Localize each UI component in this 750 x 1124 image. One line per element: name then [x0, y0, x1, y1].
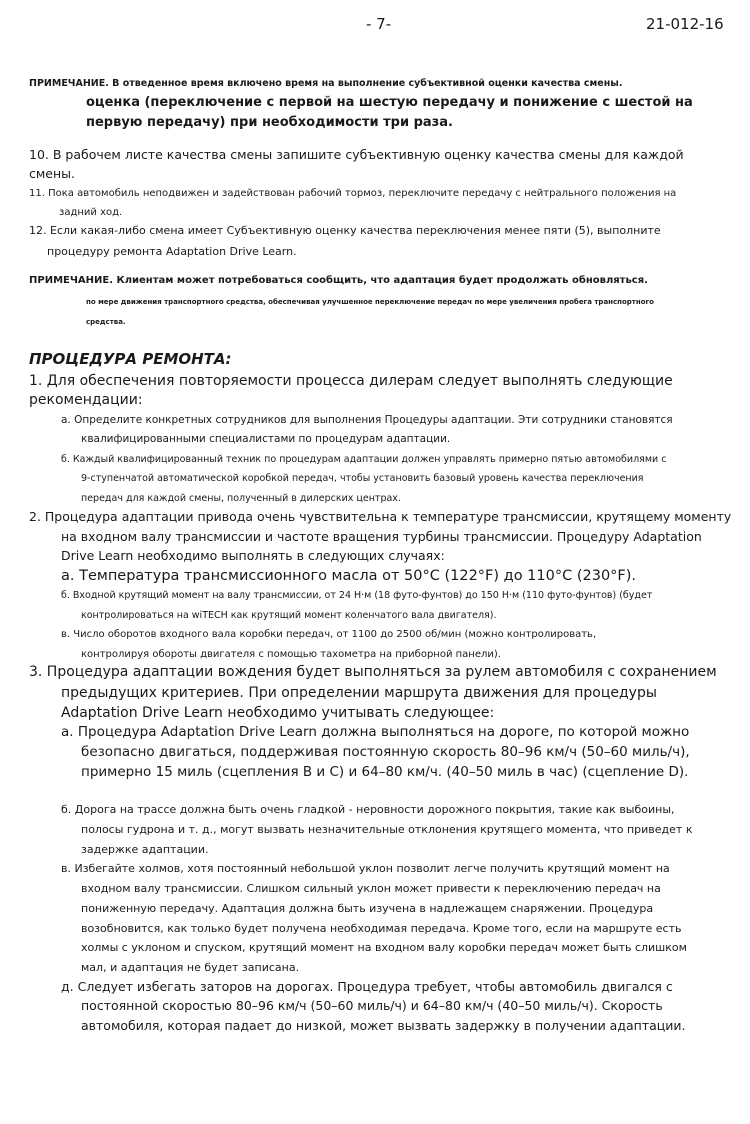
page-number: - 7- [366, 15, 392, 33]
note-heading: ПРИМЕЧАНИЕ. В отведенное время включено время на выполнение субъективной оценки качества смены. [29, 78, 623, 89]
item-3-line: 3. Процедура адаптации вождения будет выполняться за рулем автомобиля с сохранением [29, 664, 717, 680]
step-12-line: процедуру ремонта Adaptation Drive Learn. [47, 245, 297, 258]
item-3b-line: полосы гудрона и т. д., могут вызвать незначительные отклонения крутящего момента, что приведет к [81, 823, 693, 836]
note-heading: ПРИМЕЧАНИЕ. Клиентам может потребоваться сообщить, что адаптация будет продолжать обновляться. [29, 275, 648, 286]
step-10-line: 10. В рабочем листе качества смены запишите субъективную оценку качества смены для каждой [29, 147, 684, 162]
item-3c-line: в. Избегайте холмов, хотя постоянный небольшой уклон позволит легче получить крутящий момент на [61, 862, 670, 875]
item-3b-line: задержке адаптации. [81, 843, 209, 856]
step-11-line: 11. Пока автомобиль неподвижен и задействован рабочий тормоз, переключите передачу с нейтрального положения на [29, 188, 677, 199]
item-2a-line: а. Температура трансмиссионного масла от 50°C (122°F) до 110°C (230°F). [61, 568, 637, 584]
note-small-line: средства. [86, 318, 126, 326]
item-2-line: 2. Процедура адаптации привода очень чувствительна к температуре трансмиссии, крутящему моменту [29, 509, 732, 524]
item-3a-line: а. Процедура Adaptation Drive Learn должна выполняться на дороге, по которой можно [61, 724, 690, 740]
item-3c-line: мал, и адаптация не будет записана. [81, 961, 300, 974]
item-1a-line: квалифицированными специалистами по процедурам адаптации. [81, 433, 451, 445]
note-small-line: по мере движения транспортного средства, обеспечивая улучшенное переключение передач по мере увеличения пробега транспортного [86, 298, 654, 306]
item-1-line: рекомендации: [29, 392, 143, 408]
item-3c-line: входном валу трансмиссии. Слишком сильный уклон может привести к переключению передач на [81, 882, 661, 895]
item-2-line: Drive Learn необходимо выполнять в следующих случаях: [61, 548, 445, 563]
step-10-line: смены. [29, 166, 76, 181]
item-1a-line: а. Определите конкретных сотрудников для выполнения Процедуры адаптации. Эти сотрудники становятся [61, 414, 673, 426]
item-3d-line: постоянной скоростью 80–96 км/ч (50–60 миль/ч) и 64–80 км/ч (40–50 миль/ч). Скорость [81, 998, 663, 1013]
item-2-line: на входном валу трансмиссии и частоте вращения турбины трансмиссии. Процедуру Adaptation [61, 529, 702, 544]
document-number: 21-012-16 [646, 15, 724, 33]
step-11-line: задний ход. [59, 207, 123, 218]
item-3a-line: примерно 15 миль (сцепления B и C) и 64–80 км/ч. (40–50 миль в час) (сцепление D). [81, 764, 689, 780]
item-3d-line: д. Следует избегать заторов на дорогах. Процедура требует, чтобы автомобиль двигался с [61, 979, 673, 994]
item-3d-line: автомобиля, которая падает до низкой, может вызвать задержку в получении адаптации. [81, 1018, 686, 1033]
note-text-line: первую передачу) при необходимости три раза. [86, 115, 453, 130]
item-1b-line: передач для каждой смены, полученный в дилерских центрах. [81, 493, 401, 504]
item-2c-line: в. Число оборотов входного вала коробки передач, от 1100 до 2500 об/мин (можно контролировать, [61, 629, 597, 640]
item-1b-line: б. Каждый квалифицированный техник по процедурам адаптации должен управлять примерно пятью автомобилями с [61, 454, 667, 465]
item-1-line: 1. Для обеспечения повторяемости процесса дилерам следует выполнять следующие [29, 373, 673, 389]
step-12-line: 12. Если какая-либо смена имеет Субъективную оценку качества переключения менее пяти (5), выполните [29, 224, 661, 237]
item-2b-line: контролироваться на wiTECH как крутящий момент коленчатого вала двигателя). [81, 610, 497, 621]
item-2c-line: контролируя обороты двигателя с помощью тахометра на приборной панели). [81, 649, 501, 660]
item-3c-line: возобновится, как только будет получена необходимая передача. Кроме того, если на маршруте есть [81, 922, 682, 935]
item-3-line: Adaptation Drive Learn необходимо учитывать следующее: [61, 705, 495, 721]
item-3b-line: б. Дорога на трассе должна быть очень гладкой - неровности дорожного покрытия, такие как выбоины, [61, 803, 675, 816]
item-2b-line: б. Входной крутящий момент на валу трансмиссии, от 24 Н·м (18 футо-фунтов) до 150 Н·м (110 футо-фунтов) (будет [61, 590, 653, 601]
item-3c-line: пониженную передачу. Адаптация должна быть изучена в надлежащем снаряжении. Процедура [81, 902, 654, 915]
section-title: ПРОЦЕДУРА РЕМОНТА: [29, 350, 232, 368]
item-1b-line: 9-ступенчатой автоматической коробкой передач, чтобы установить базовый уровень качества переключения [81, 473, 644, 484]
note-text-line: оценка (переключение с первой на шестую передачу и понижение с шестой на [86, 95, 693, 110]
item-3a-line: безопасно двигаться, поддерживая постоянную скорость 80–96 км/ч (50–60 миль/ч), [81, 744, 690, 760]
item-3-line: предыдущих критериев. При определении маршрута движения для процедуры [61, 685, 657, 701]
item-3c-line: холмы с уклоном и спуском, крутящий момент на входном валу коробки передач может быть слишком [81, 941, 687, 954]
